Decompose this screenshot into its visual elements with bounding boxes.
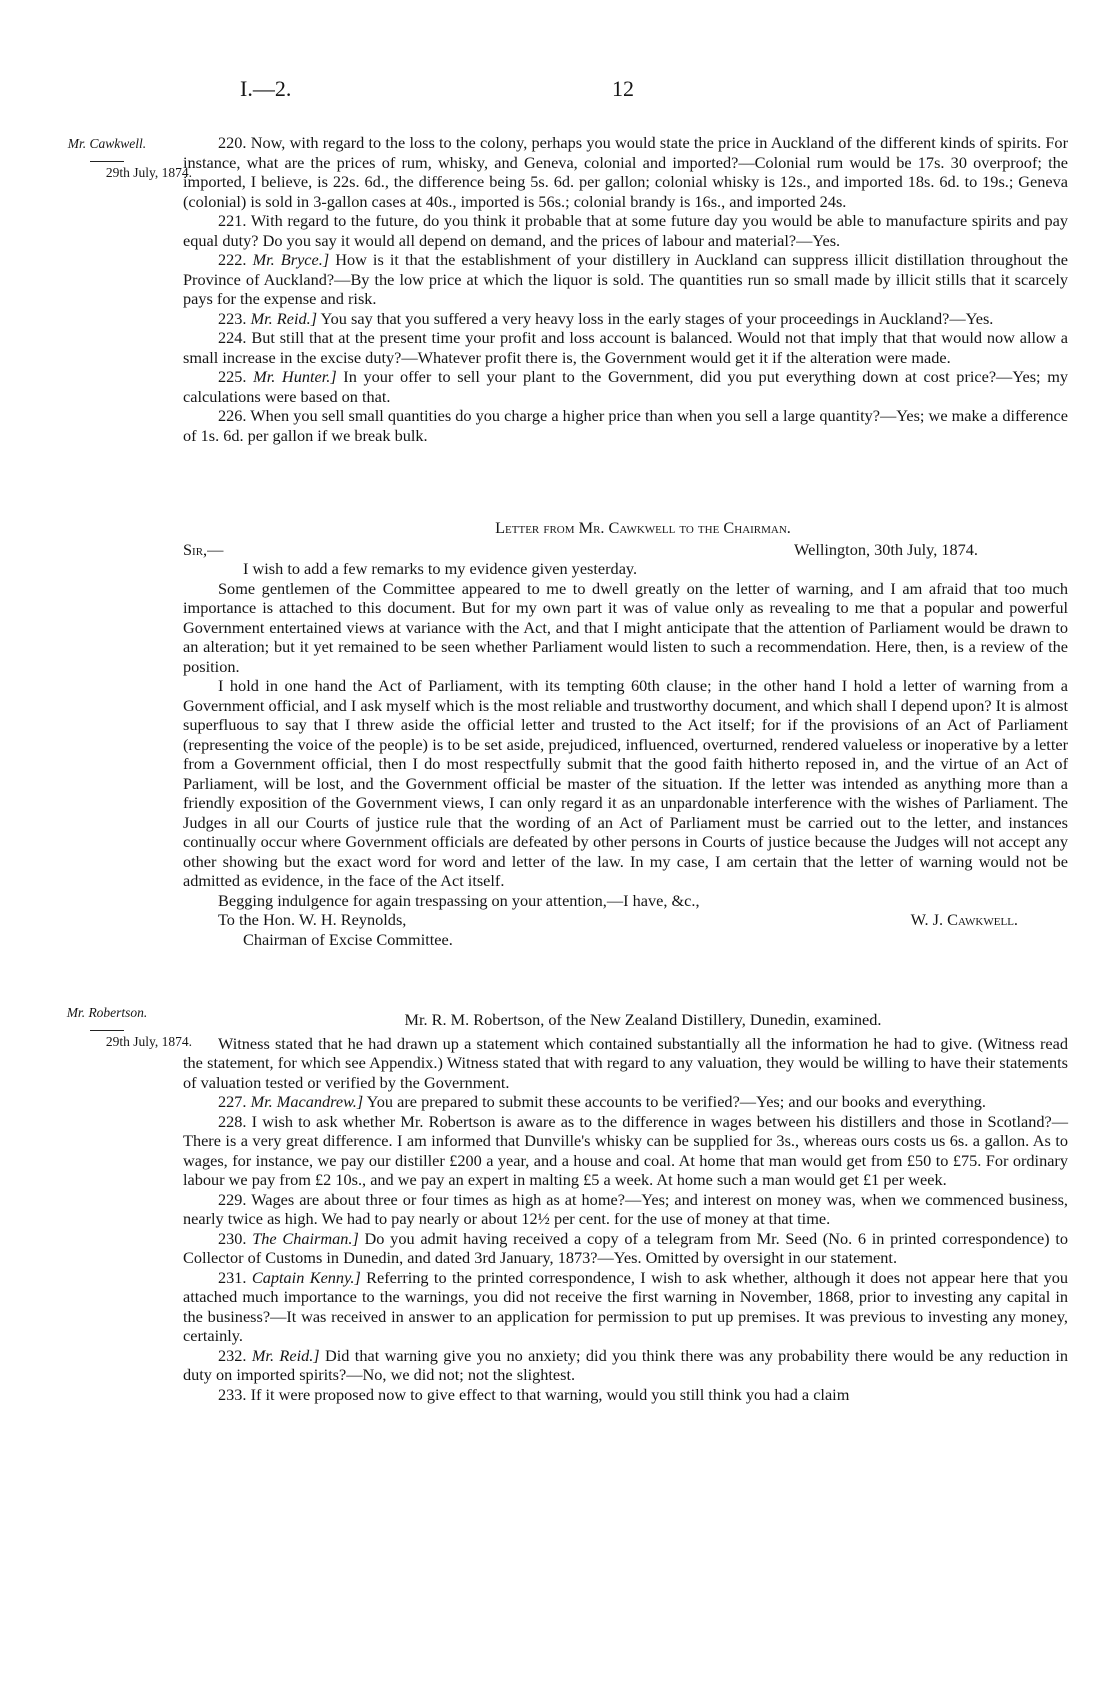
cawkwell-evidence xyxy=(183,133,1068,445)
question-233: 233. If it were proposed now to give effect to that warning, would you still think you had a claim xyxy=(218,1384,850,1404)
witness-statement: Witness stated that he had drawn up a statement which contained substantially all the information he had to give. (Witness read the statement, for which see Appendix.) Witness stated that with regard to any valuation, they would be willing to have their statements of valuation tested or verified by the Government. xyxy=(183,1033,1068,1092)
question-225: 225. Mr. Hunter.] In your offer to sell your plant to the Government, did you put everything down at cost price?—Yes; my calculations were based on that. xyxy=(183,367,1068,406)
letter-addressee-title: Chairman of Excise Committee. xyxy=(243,929,453,949)
robertson-evidence xyxy=(183,1010,1068,1404)
sidenote-cawkwell xyxy=(22,135,192,182)
speaker-name: Mr. Hunter.] xyxy=(253,367,337,386)
letter-salutation-row xyxy=(183,540,1068,560)
sidenote-date: 29th July, 1874. xyxy=(105,1034,192,1049)
question-222: 222. Mr. Bryce.] How is it that the establishment of your distillery in Auckland can suppress illicit distillation throughout the Province of Auckland?—By the low price at which the liquor is sold. The quantities run so small made by illicit stills that it scarcely pays for the expense and risk. xyxy=(183,250,1068,308)
question-232: 232. Mr. Reid.] Did that warning give you no anxiety; did you think there was any probability there would be any reduction in duty on imported spirits?—No, we did not; not the slightest. xyxy=(183,1345,1069,1384)
page-header xyxy=(0,76,1114,106)
letter-paragraph: Some gentlemen of the Committee appeared to me to dwell greatly on the letter of warning, and I am afraid that too much importance is attached to this document. But for my own part it was of value only as revealing to me that a popular and powerful Government entertained views at variance with the Act, and that I might anticipate that the attention of Parliament would be drawn to an alteration; but it yet remained to be seen whether Parliament would listen to such a recommendation. Here, then, is a review of the position. xyxy=(183,578,1068,676)
sidenote-divider xyxy=(90,1030,124,1031)
question-228: 228. I wish to ask whether Mr. Robertson is aware as to the difference in wages between his distillers and those in Scotland?—There is a very great difference. I am informed that Dunville's whisky can be supplied for 3s., whereas ours costs us 6s. a gallon. As to wages, for instance, we pay our distiller £200 a year, and a house and coal. At home that man would get from £50 to £75. For ordinary labour we pay from £2 10s., and we pay an expert in malting £5 a week. At home such a man would get £1 per week. xyxy=(183,1111,1068,1189)
speaker-name: Mr. Macandrew.] xyxy=(250,1092,364,1111)
speaker-name: Captain Kenny.] xyxy=(251,1267,361,1287)
page-number: 12 xyxy=(612,76,634,101)
letter-section xyxy=(183,518,1068,949)
letter-paragraph: I hold in one hand the Act of Parliament, with its tempting 60th clause; in the other hand I hold a letter of warning from a Government official, and I ask myself which is the most reliable and trustworthy document, and which shall I depend upon? It is almost superfluous to say that I threw aside the official letter and trusted to the Act itself; for if the provisions of an Act of Parliament (representing the voice of the people) is to be set aside, prejudiced, influenced, overturned, rendered valueless or inoperative by a letter from a Government official, then I do most respectfully submit that the good faith hitherto reposed in, and the virtue of an Act of Parliament, will be lost, and the Government official be master of the situation. If the letter was intended as anything more than a friendly exposition of the Government views, I can only regard it as an unpardonable interference with the wishes of Parliament. The Judges in all our Courts of justice rule that the wording of an Act of Parliament must be carried out to the letter, and instances continually occur where Government officials are defeated by other persons in Courts of justice because the Judges will not accept any other showing but the exact word for word and letter of the law. In my case, I am certain that the letter of warning would not be admitted as evidence, in the face of the Act itself. xyxy=(183,676,1069,890)
sidenote-date: 29th July, 1874. xyxy=(105,165,192,180)
sidenote-robertson xyxy=(22,1004,192,1051)
question-224: 224. But still that at the present time your profit and loss account is balanced. Would not that imply that that would now allow a small increase in the excise duty?—Whatever profit there is, the Government would get it if the alteration were made. xyxy=(183,328,1068,367)
speaker-name: Mr. Reid.] xyxy=(250,308,318,328)
document-reference: I.—2. xyxy=(240,76,292,101)
speaker-name: The Chairman.] xyxy=(252,1228,359,1248)
question-230: 230. The Chairman.] Do you admit having received a copy of a telegram from Mr. Seed (No. 6 in printed correspondence) to Collector of Customs in Dunedin, and dated 3rd January, 1873?—Yes. Omitted by oversight in our statement. xyxy=(183,1228,1068,1267)
question-231: 231. Captain Kenny.] Referring to the printed correspondence, I wish to ask whether, although it does not appear here that you attached much importance to the warnings, you did not receive the first warning in November, 1868, prior to investing any capital in the business?—It was received in answer to an application for permission to put up premises. It was previous to investing any money, certainly. xyxy=(183,1267,1068,1345)
letter-salutation: Sir,— xyxy=(183,539,224,559)
question-221: 221. With regard to the future, do you think it probable that at some future day you would be able to manufacture spirits and pay equal duty? Do you say it would all depend on demand, and the prices of labour and material?—Yes. xyxy=(183,211,1068,250)
question-223: 223. Mr. Reid.] You say that you suffered a very heavy loss in the early stages of your proceedings in Auckland?—Yes. xyxy=(218,308,994,328)
sidenote-divider xyxy=(90,161,124,162)
question-227: 227. Mr. Macandrew.] You are prepared to submit these accounts to be verified?—Yes; and our books and everything. xyxy=(218,1092,986,1111)
letter-signature: W. J. Cawkwell. xyxy=(910,910,1018,929)
letter-closing: Begging indulgence for again trespassing on your attention,—I have, &c., xyxy=(218,890,700,910)
letter-addressee: To the Hon. W. H. Reynolds, xyxy=(218,910,407,929)
question-226: 226. When you sell small quantities do you charge a higher price than when you sell a large quantity?—Yes; we make a difference of 1s. 6d. per gallon if we break bulk. xyxy=(183,406,1068,445)
letter-title: Letter from Mr. Cawkwell to the Chairman. xyxy=(495,518,791,537)
letter-place-date: Wellington, 30th July, 1874. xyxy=(794,539,978,559)
question-229: 229. Wages are about three or four times as high as at home?—Yes; and interest on money was, when we commenced business, nearly twice as high. We had to pay nearly or about 12½ per cent. for the use of money at that time. xyxy=(183,1189,1068,1228)
speaker-name: Mr. Bryce.] xyxy=(252,250,330,269)
robertson-title: Mr. R. M. Robertson, of the New Zealand Distillery, Dunedin, examined. xyxy=(404,1010,882,1029)
question-220: 220. Now, with regard to the loss to the colony, perhaps you would state the price in Auckland of the different kinds of spirits. For instance, what are the prices of rum, whisky, and Geneva, colonial and imported?—Colonial rum would be 17s. 30 overproof; the imported, I believe, is 22s. 6d., the difference being 5s. 6d. per gallon; colonial whisky is 12s., and imported 18s. 6d. to 19s.; Geneva (colonial) is sold in 3-gallon cases at 40s., imported is 56s.; colonial brandy is 16s., and imported 24s. xyxy=(183,133,1068,211)
speaker-name: Mr. Reid.] xyxy=(251,1345,320,1365)
letter-signature-row xyxy=(183,910,1068,930)
sidenote-witness-name: Mr. Robertson. xyxy=(66,1005,148,1020)
sidenote-witness-name: Mr. Cawkwell. xyxy=(67,136,147,151)
letter-paragraph: I wish to add a few remarks to my evidence given yesterday. xyxy=(243,559,638,578)
